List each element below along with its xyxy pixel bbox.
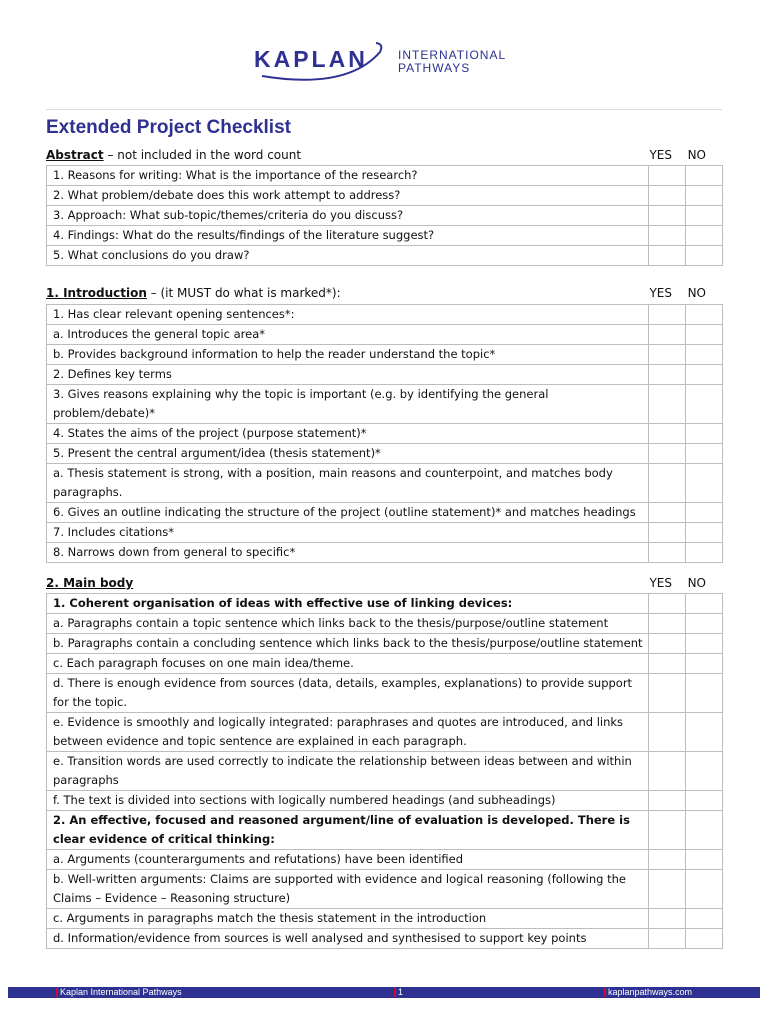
- checklist-item-text: c. Arguments in paragraphs match the thesis statement in the introduction: [47, 909, 649, 929]
- no-checkbox-cell[interactable]: [686, 226, 723, 246]
- checklist-item-text: 2. What problem/debate does this work attempt to address?: [47, 186, 649, 206]
- yes-checkbox-cell[interactable]: [649, 791, 686, 811]
- no-checkbox-cell[interactable]: [686, 594, 723, 614]
- checklist-row: [47, 850, 723, 870]
- checklist-row: [47, 226, 723, 246]
- kaplan-logo: [252, 40, 522, 86]
- yes-checkbox-cell[interactable]: [649, 464, 686, 503]
- footer-page-number: 1: [398, 987, 404, 997]
- checklist-item-text: e. Transition words are used correctly to indicate the relationship between ideas between and within paragraphs: [47, 752, 649, 791]
- checklist-item-text: e. Evidence is smoothly and logically integrated: paraphrases and quotes are introduced, and links between evidence and topic sentence are explained in each paragraph.: [47, 713, 649, 752]
- checklist-item-text: 5. What conclusions do you draw?: [47, 246, 649, 266]
- checklist-row: [47, 365, 723, 385]
- no-checkbox-cell[interactable]: [686, 206, 723, 226]
- checklist-item-text: b. Well-written arguments: Claims are supported with evidence and logical reasoning (following the Claims – Evidence – Reasoning structure): [47, 870, 649, 909]
- checklist-row: [47, 594, 723, 614]
- checklist-item-text: 6. Gives an outline indicating the structure of the project (outline statement)* and matches headings: [47, 503, 649, 523]
- no-checkbox-cell[interactable]: [686, 674, 723, 713]
- checklist-item-text: 2. Defines key terms: [47, 365, 649, 385]
- no-checkbox-cell[interactable]: [686, 811, 723, 850]
- yes-checkbox-cell[interactable]: [649, 614, 686, 634]
- abstract-heading-row: [46, 146, 722, 164]
- yes-checkbox-cell[interactable]: [649, 870, 686, 909]
- no-checkbox-cell[interactable]: [686, 305, 723, 325]
- footer-accent-bar: [394, 988, 396, 997]
- yes-checkbox-cell[interactable]: [649, 444, 686, 464]
- abstract-heading: Abstract: [46, 148, 104, 162]
- no-checkbox-cell[interactable]: [686, 752, 723, 791]
- yes-checkbox-cell[interactable]: [649, 713, 686, 752]
- no-checkbox-cell[interactable]: [686, 791, 723, 811]
- no-checkbox-cell[interactable]: [686, 464, 723, 503]
- yes-checkbox-cell[interactable]: [649, 634, 686, 654]
- yes-checkbox-cell[interactable]: [649, 305, 686, 325]
- checklist-item-text: d. Information/evidence from sources is well analysed and synthesised to support key points: [47, 929, 649, 949]
- checklist-row: [47, 325, 723, 345]
- yes-checkbox-cell[interactable]: [649, 543, 686, 563]
- footer-organisation: Kaplan International Pathways: [60, 987, 182, 997]
- yes-checkbox-cell[interactable]: [649, 909, 686, 929]
- checklist-item-text: c. Each paragraph focuses on one main idea/theme.: [47, 654, 649, 674]
- checklist-item-text: b. Paragraphs contain a concluding sentence which links back to the thesis/purpose/outline statement: [47, 634, 649, 654]
- checklist-row: [47, 909, 723, 929]
- no-checkbox-cell[interactable]: [686, 166, 723, 186]
- no-checkbox-cell[interactable]: [686, 614, 723, 634]
- no-checkbox-cell[interactable]: [686, 246, 723, 266]
- footer-accent-bar: [604, 988, 606, 997]
- logo-brand: KAPLAN: [254, 46, 368, 72]
- introduction-note: – (it MUST do what is marked*):: [146, 286, 341, 300]
- no-checkbox-cell[interactable]: [686, 909, 723, 929]
- checklist-item-text: 3. Approach: What sub-topic/themes/criteria do you discuss?: [47, 206, 649, 226]
- checklist-row: [47, 464, 723, 503]
- checklist-row: [47, 186, 723, 206]
- checklist-row: [47, 424, 723, 444]
- checklist-row: [47, 614, 723, 634]
- checklist-row: [47, 811, 723, 850]
- checklist-item-text: 5. Present the central argument/idea (thesis statement)*: [47, 444, 649, 464]
- yes-checkbox-cell[interactable]: [649, 523, 686, 543]
- yes-checkbox-cell[interactable]: [649, 186, 686, 206]
- yes-checkbox-cell[interactable]: [649, 365, 686, 385]
- yes-checkbox-cell[interactable]: [649, 424, 686, 444]
- no-checkbox-cell[interactable]: [686, 365, 723, 385]
- page-footer: [8, 987, 760, 998]
- checklist-item-text: a. Introduces the general topic area*: [47, 325, 649, 345]
- main-body-heading-row: [46, 574, 722, 592]
- no-checkbox-cell[interactable]: [686, 713, 723, 752]
- yes-checkbox-cell[interactable]: [649, 654, 686, 674]
- checklist-row: [47, 246, 723, 266]
- introduction-heading: 1. Introduction: [46, 286, 147, 300]
- no-checkbox-cell[interactable]: [686, 929, 723, 949]
- logo-line1: INTERNATIONAL: [398, 48, 507, 62]
- no-checkbox-cell[interactable]: [686, 444, 723, 464]
- yes-checkbox-cell[interactable]: [649, 674, 686, 713]
- checklist-row: [47, 523, 723, 543]
- no-checkbox-cell[interactable]: [686, 870, 723, 909]
- checklist-item-text: 8. Narrows down from general to specific*: [47, 543, 649, 563]
- checklist-item-text: 7. Includes citations*: [47, 523, 649, 543]
- yes-checkbox-cell[interactable]: [649, 811, 686, 850]
- yes-checkbox-cell[interactable]: [649, 385, 686, 424]
- checklist-row: [47, 713, 723, 752]
- yes-checkbox-cell[interactable]: [649, 503, 686, 523]
- checklist-item-text: 3. Gives reasons explaining why the topic is important (e.g. by identifying the general problem/debate)*: [47, 385, 649, 424]
- abstract-note: – not included in the word count: [103, 148, 302, 162]
- abstract-checklist-table: [46, 165, 723, 266]
- introduction-yes-header: YES: [649, 286, 672, 300]
- main-body-yes-header: YES: [649, 576, 672, 590]
- no-checkbox-cell[interactable]: [686, 503, 723, 523]
- checklist-item-text: a. Paragraphs contain a topic sentence which links back to the thesis/purpose/outline statement: [47, 614, 649, 634]
- introduction-no-header: NO: [687, 286, 706, 300]
- yes-checkbox-cell[interactable]: [649, 594, 686, 614]
- yes-checkbox-cell[interactable]: [649, 246, 686, 266]
- abstract-no-header: NO: [687, 148, 706, 162]
- yes-checkbox-cell[interactable]: [649, 325, 686, 345]
- no-checkbox-cell[interactable]: [686, 186, 723, 206]
- checklist-item-text: a. Thesis statement is strong, with a position, main reasons and counterpoint, and matches body paragraphs.: [47, 464, 649, 503]
- yes-checkbox-cell[interactable]: [649, 345, 686, 365]
- checklist-row: [47, 791, 723, 811]
- checklist-row: [47, 166, 723, 186]
- checklist-item-text: 4. Findings: What do the results/findings of the literature suggest?: [47, 226, 649, 246]
- kaplan-logo-graphic: [252, 40, 522, 86]
- checklist-row: [47, 345, 723, 365]
- main-body-checklist-table: [46, 593, 723, 949]
- yes-checkbox-cell[interactable]: [649, 226, 686, 246]
- checklist-item-text: f. The text is divided into sections with logically numbered headings (and subheadings): [47, 791, 649, 811]
- introduction-checklist-table: [46, 304, 723, 563]
- checklist-item-text: 2. An effective, focused and reasoned argument/line of evaluation is developed. There is clear evidence of critical thinking:: [47, 811, 649, 850]
- header-divider: [46, 109, 722, 110]
- no-checkbox-cell[interactable]: [686, 424, 723, 444]
- main-body-heading: 2. Main body: [46, 576, 134, 590]
- checklist-item-text: 1. Coherent organisation of ideas with effective use of linking devices:: [47, 594, 649, 614]
- footer-accent-bar: [56, 988, 58, 997]
- checklist-row: [47, 444, 723, 464]
- main-body-no-header: NO: [687, 576, 706, 590]
- checklist-row: [47, 543, 723, 563]
- footer-website: kaplanpathways.com: [608, 987, 693, 997]
- yes-checkbox-cell[interactable]: [649, 166, 686, 186]
- checklist-item-text: 1. Has clear relevant opening sentences*:: [47, 305, 649, 325]
- page-title: Extended Project Checklist: [46, 117, 291, 138]
- checklist-item-text: 1. Reasons for writing: What is the importance of the research?: [47, 166, 649, 186]
- checklist-row: [47, 929, 723, 949]
- yes-checkbox-cell[interactable]: [649, 752, 686, 791]
- no-checkbox-cell[interactable]: [686, 543, 723, 563]
- checklist-row: [47, 752, 723, 791]
- introduction-heading-row: [46, 284, 722, 302]
- checklist-item-text: a. Arguments (counterarguments and refutations) have been identified: [47, 850, 649, 870]
- checklist-row: [47, 503, 723, 523]
- no-checkbox-cell[interactable]: [686, 345, 723, 365]
- checklist-row: [47, 654, 723, 674]
- checklist-row: [47, 870, 723, 909]
- no-checkbox-cell[interactable]: [686, 385, 723, 424]
- checklist-row: [47, 674, 723, 713]
- checklist-item-text: 4. States the aims of the project (purpose statement)*: [47, 424, 649, 444]
- abstract-yes-header: YES: [649, 148, 672, 162]
- no-checkbox-cell[interactable]: [686, 325, 723, 345]
- yes-checkbox-cell[interactable]: [649, 206, 686, 226]
- no-checkbox-cell[interactable]: [686, 654, 723, 674]
- checklist-row: [47, 634, 723, 654]
- checklist-row: [47, 385, 723, 424]
- no-checkbox-cell[interactable]: [686, 523, 723, 543]
- yes-checkbox-cell[interactable]: [649, 929, 686, 949]
- checklist-item-text: b. Provides background information to help the reader understand the topic*: [47, 345, 649, 365]
- checklist-item-text: d. There is enough evidence from sources (data, details, examples, explanations) to provide support for the topic.: [47, 674, 649, 713]
- checklist-row: [47, 206, 723, 226]
- checklist-row: [47, 305, 723, 325]
- yes-checkbox-cell[interactable]: [649, 850, 686, 870]
- no-checkbox-cell[interactable]: [686, 634, 723, 654]
- logo-line2: PATHWAYS: [398, 61, 471, 75]
- no-checkbox-cell[interactable]: [686, 850, 723, 870]
